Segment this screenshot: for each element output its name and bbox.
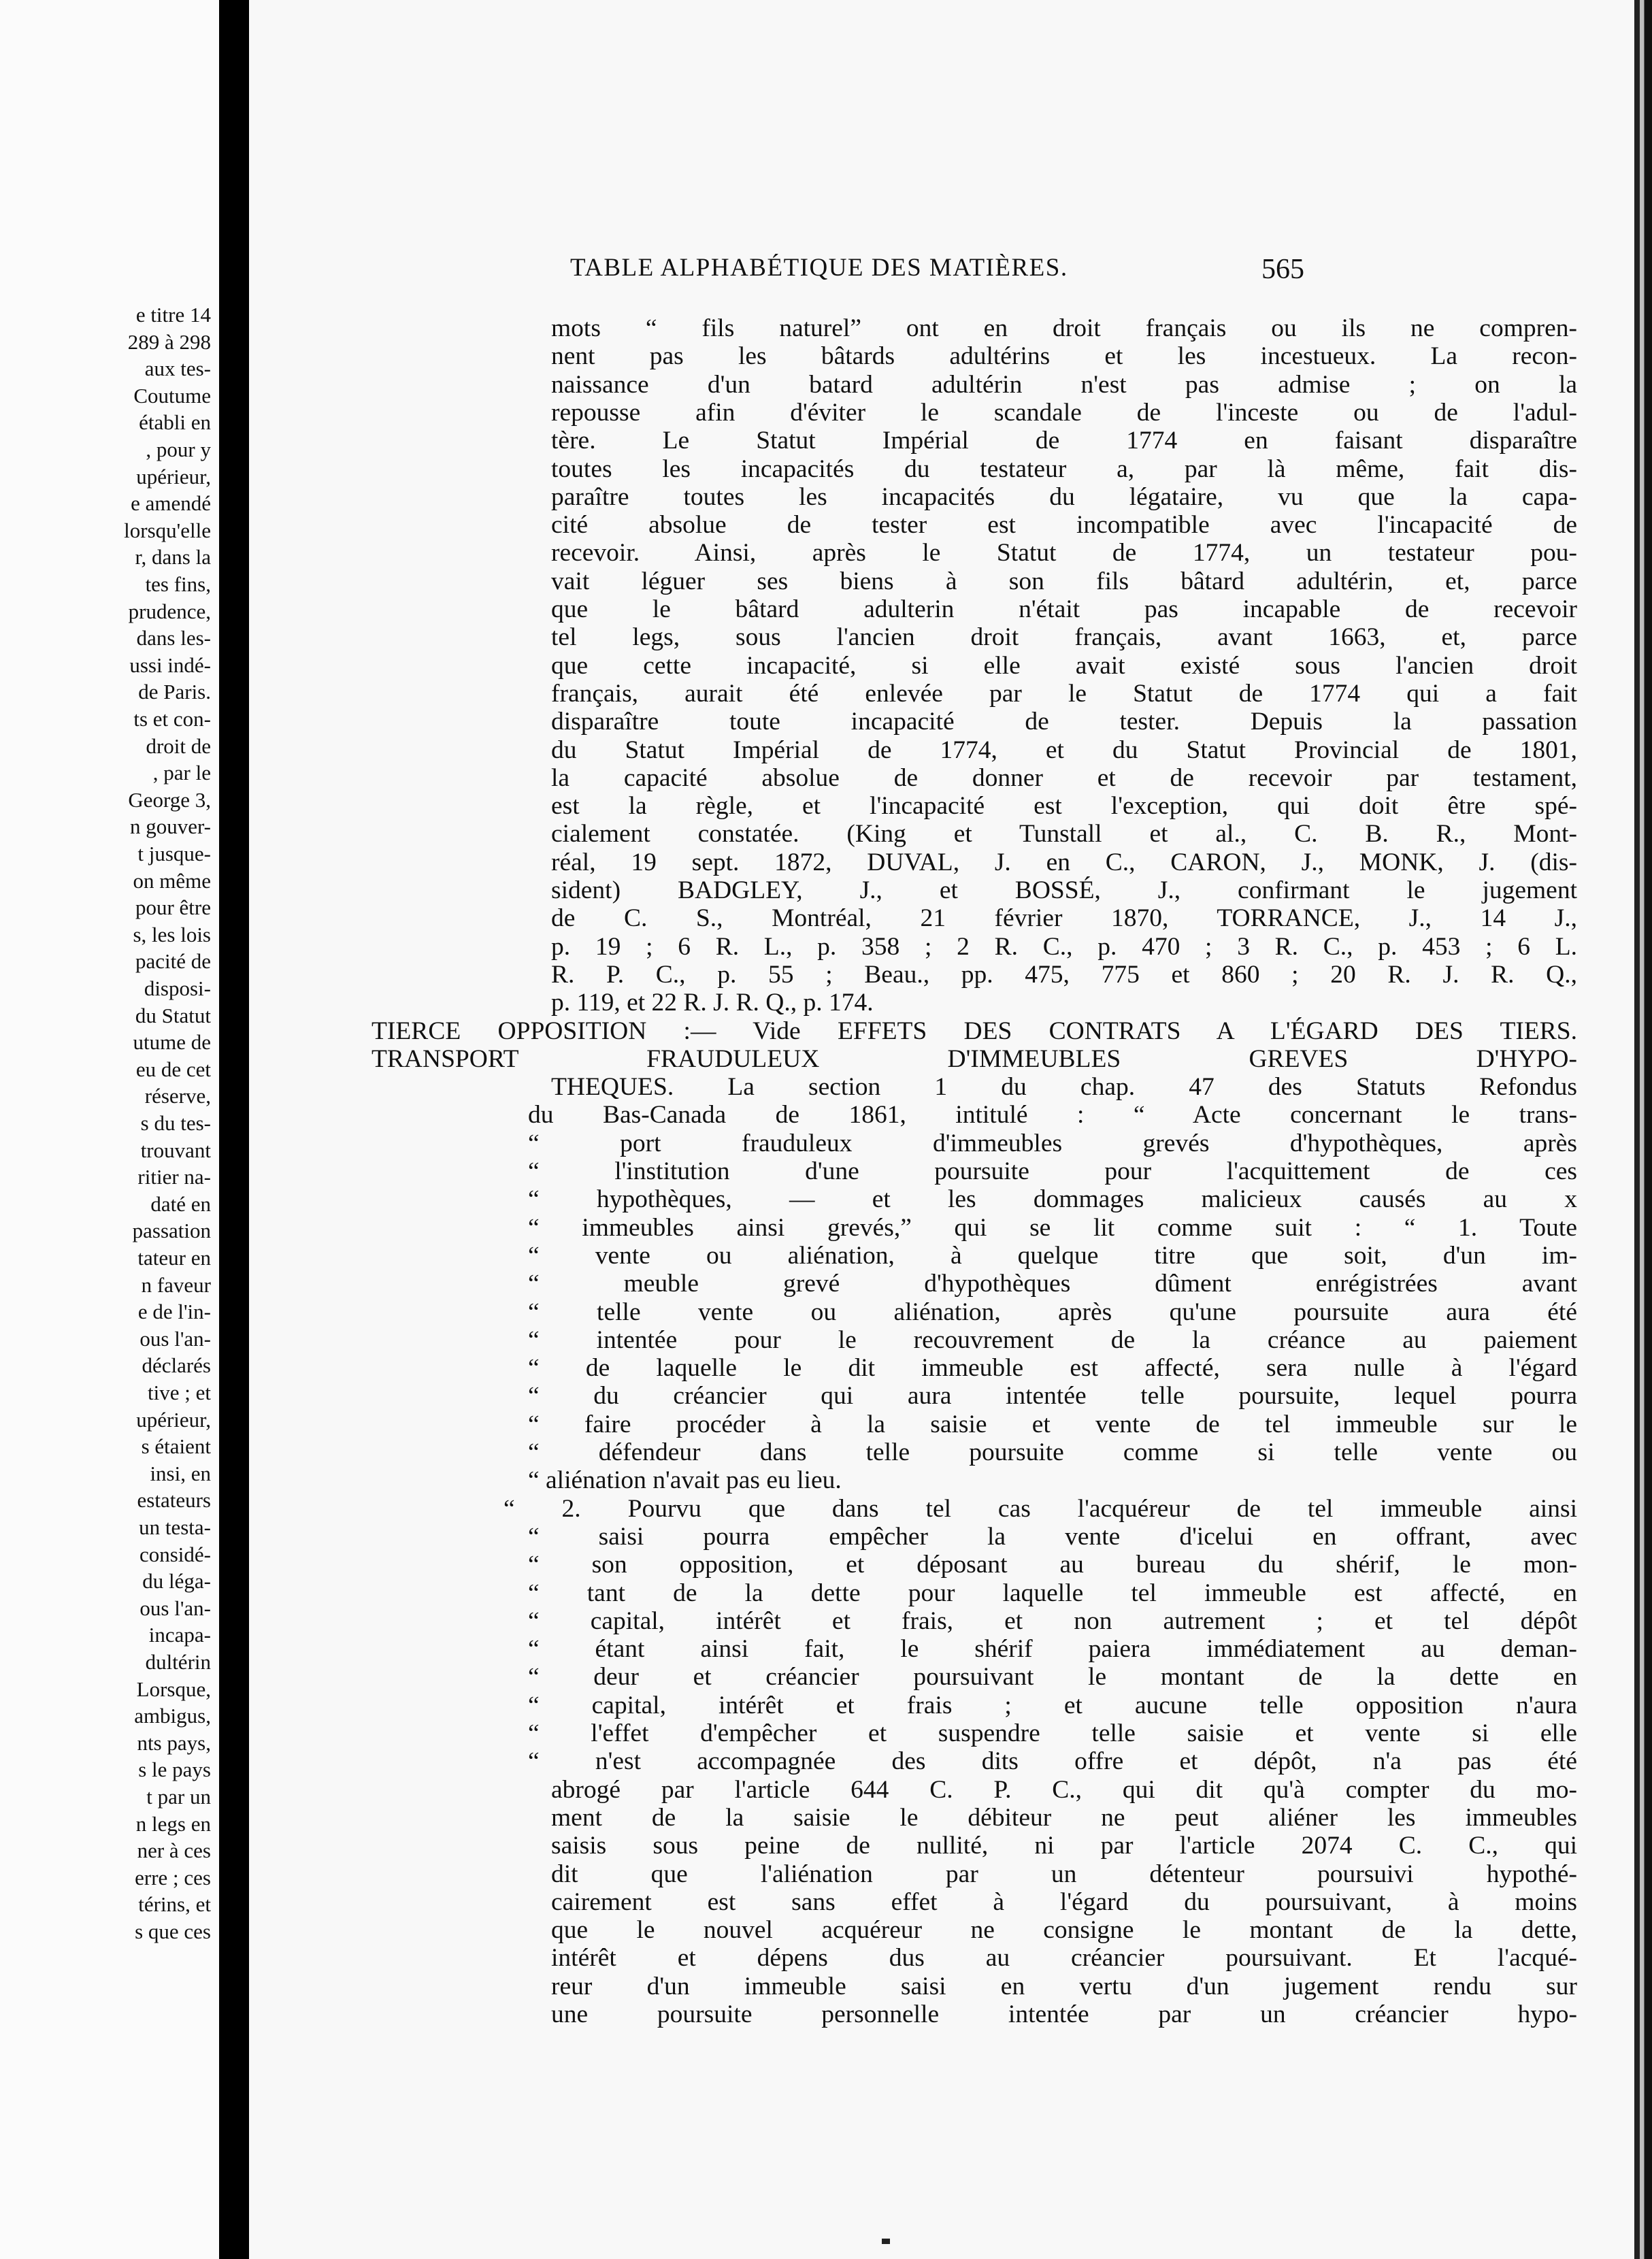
left-page-line: prudence, <box>128 599 211 623</box>
body-text-line: abrogé par l'article 644 C. P. C., qui dit qu'à compter du mo- <box>551 1775 1577 1804</box>
left-page-line: s du tes- <box>140 1111 211 1135</box>
left-page-line: ritier na- <box>137 1165 211 1189</box>
left-page-line: du léga- <box>142 1569 211 1594</box>
body-text-line: “ capital, intérêt et frais ; et aucune telle opposition n'aura <box>528 1691 1577 1719</box>
left-page-line: Lorsque, <box>136 1677 211 1701</box>
body-text-line: “ n'est accompagnée des dits offre et dépôt, n'a pas été <box>528 1747 1577 1776</box>
left-page-line: George 3, <box>128 787 211 812</box>
left-page-line: droit de <box>146 733 211 758</box>
body-text-line: est la règle, et l'incapacité est l'exception, qui doit être spé- <box>551 792 1577 821</box>
body-text-line: “ capital, intérêt et frais, et non autrement ; et tel dépôt <box>528 1606 1577 1635</box>
left-page-line: n faveur <box>141 1272 211 1297</box>
body-text-line: reur d'un immeuble saisi en vertu d'un jugement rendu sur <box>551 1972 1577 2000</box>
left-page-line: n gouver- <box>129 814 211 839</box>
body-text-line: réal, 19 sept. 1872, DUVAL, J. en C., CARON, J., MONK, J. (dis- <box>551 848 1577 876</box>
body-text-line: sident) BADGLEY, J., et BOSSÉ, J., confirmant le jugement <box>551 876 1577 904</box>
body-text-line: dit que l'aliénation par un détenteur poursuivi hypothé- <box>551 1860 1577 1888</box>
body-text-line: “ l'institution d'une poursuite pour l'acquittement de ces <box>528 1157 1577 1185</box>
body-text-line: repousse afin d'éviter le scandale de l'inceste ou de l'adul- <box>551 398 1577 427</box>
body-text-line: français, aurait été enlevée par le Statut de 1774 qui a fait <box>551 679 1577 708</box>
body-text-line: “ de laquelle le dit immeuble est affecté, sera nulle à l'égard <box>528 1354 1577 1383</box>
left-page-line: passation <box>132 1219 211 1243</box>
left-page-line: aux tes- <box>144 357 211 381</box>
left-page-line: tateur en <box>137 1246 211 1270</box>
body-text-line: p. 119, et 22 R. J. R. Q., p. 174. <box>551 989 874 1017</box>
body-text-line: toutes les incapacités du testateur a, par là même, fait dis- <box>551 455 1577 483</box>
body-text-line: “ telle vente ou aliénation, après qu'une poursuite aura été <box>528 1298 1577 1326</box>
left-page-line: dultérin <box>145 1650 211 1674</box>
left-page-line: du Statut <box>135 1003 211 1027</box>
body-text-line: nent pas les bâtards adultérins et les incestueux. La recon- <box>551 342 1577 371</box>
body-text-line: cairement est sans effet à l'égard du poursuivant, à moins <box>551 1887 1577 1916</box>
left-page-line: n legs en <box>135 1811 211 1836</box>
left-page-line: , pour y <box>146 438 211 461</box>
left-page-line: nts pays, <box>137 1730 211 1755</box>
left-page-line: s que ces <box>135 1919 211 1943</box>
left-page-line: on même <box>133 868 211 893</box>
body-text-line: “ immeubles ainsi grevés,” qui se lit comme suit : “ 1. Toute <box>528 1213 1577 1242</box>
body-text-line: du Statut Impérial de 1774, et du Statut Provincial de 1801, <box>551 736 1577 764</box>
entry-heading-line: TRANSPORT FRAUDULEUX D'IMMEUBLES GREVES D'HYPO- <box>371 1044 1577 1073</box>
left-page <box>0 0 219 2259</box>
left-page-line: lorsqu'elle <box>124 518 211 542</box>
left-page-line: ous l'an- <box>139 1326 211 1351</box>
left-page-line: réserve, <box>144 1084 211 1108</box>
left-page-line: e titre 14 <box>135 303 211 327</box>
body-text-line: “ intentée pour le recouvrement de la créance au paiement <box>528 1325 1577 1354</box>
body-text-line: du Bas-Canada de 1861, intitulé : “ Acte concernant le trans- <box>528 1101 1577 1130</box>
left-page-line: tes fins, <box>145 572 211 596</box>
left-page-line: pour être <box>135 895 211 920</box>
body-text-line: “ 2. Pourvu que dans tel cas l'acquéreur de tel immeuble ainsi <box>503 1494 1577 1523</box>
body-text-line: recevoir. Ainsi, après le Statut de 1774, un testateur pou- <box>551 539 1577 567</box>
left-page-line: upérieur, <box>136 1407 211 1432</box>
body-text-line: de C. S., Montréal, 21 février 1870, TORRANCE, J., 14 J., <box>551 904 1577 933</box>
left-page-line: ts et con- <box>133 707 211 731</box>
left-page-line: tive ; et <box>148 1381 211 1404</box>
body-text-line: “ étant ainsi fait, le shérif paiera immédiatement au deman- <box>528 1635 1577 1664</box>
body-text-line: une poursuite personnelle intentée par un créancier hypo- <box>551 2000 1577 2028</box>
body-text-line: R. P. C., p. 55 ; Beau., pp. 475, 775 et 860 ; 20 R. J. R. Q., <box>551 960 1577 989</box>
body-text-line: p. 19 ; 6 R. L., p. 358 ; 2 R. C., p. 470 ; 3 R. C., p. 453 ; 6 L. <box>551 932 1577 961</box>
left-page-line: eu de cet <box>135 1057 211 1081</box>
body-text-line: intérêt et dépens dus au créancier poursuivant. Et l'acqué- <box>551 1944 1577 1973</box>
body-text-line: disparaître toute incapacité de tester. Depuis la passation <box>551 708 1577 736</box>
body-text-line: cialement constatée. (King et Tunstall et al., C. B. R., Mont- <box>551 820 1577 848</box>
left-page-line: , par le <box>152 761 211 785</box>
left-page-line: considé- <box>139 1542 211 1566</box>
right-page <box>249 0 1634 2259</box>
left-page-line: pacité de <box>135 949 211 974</box>
page-edge <box>1634 0 1652 2259</box>
body-text-line: “ l'effet d'empêcher et suspendre telle saisie et vente si elle <box>528 1719 1577 1747</box>
body-text-line: “ défendeur dans telle poursuite comme si telle vente ou <box>528 1438 1577 1466</box>
left-page-line: estateurs <box>137 1488 211 1513</box>
left-page-line: e de l'in- <box>137 1300 211 1324</box>
left-page-line: un testa- <box>139 1515 211 1539</box>
left-page-line: s étaient <box>141 1434 211 1459</box>
body-text-line: “ faire procéder à la saisie et vente de tel immeuble sur le <box>528 1410 1577 1438</box>
body-text-line: que cette incapacité, si elle avait existé sous l'ancien droit <box>551 651 1577 680</box>
left-page-line: t par un <box>146 1785 211 1809</box>
left-page-line: incapa- <box>148 1623 211 1647</box>
left-page-line: s, les lois <box>133 922 211 946</box>
body-text-line: que le bâtard adulterin n'était pas incapable de recevoir <box>551 595 1577 623</box>
left-page-line: 289 à 298 <box>127 329 211 354</box>
left-page-line: erre ; ces <box>135 1865 211 1890</box>
left-page-line: e amendé <box>131 491 211 516</box>
body-text-line: “ saisi pourra empêcher la vente d'icelui en offrant, avec <box>528 1522 1577 1551</box>
body-text-line: tère. Le Statut Impérial de 1774 en faisant disparaître <box>551 427 1577 455</box>
body-text-line: tel legs, sous l'ancien droit français, avant 1663, et, parce <box>551 623 1577 652</box>
left-page-line: de Paris. <box>138 680 211 704</box>
left-page-line: térins, et <box>138 1892 211 1917</box>
body-text-line: “ vente ou aliénation, à quelque titre que soit, d'un im- <box>528 1241 1577 1270</box>
left-page-line: t jusque- <box>137 842 211 865</box>
body-text-line: cité absolue de tester est incompatible avec l'incapacité de <box>551 511 1577 540</box>
left-page-line: insi, en <box>150 1461 211 1485</box>
left-page-line: upérieur, <box>136 464 211 489</box>
body-text-line: paraître toutes les incapacités du légataire, vu que la capa- <box>551 482 1577 511</box>
body-text-line: “ tant de la dette pour laquelle tel immeuble est affecté, en <box>528 1579 1577 1607</box>
left-page-line: ambigus, <box>134 1704 211 1728</box>
running-title: TABLE ALPHABÉTIQUE DES MATIÈRES. <box>570 254 1068 282</box>
left-page-line: disposi- <box>144 976 211 1000</box>
page-number: 565 <box>1261 254 1304 285</box>
left-page-line: daté en <box>150 1191 211 1216</box>
left-page-line: trouvant <box>140 1138 211 1162</box>
body-text-line: naissance d'un batard adultérin n'est pas admise ; on la <box>551 370 1577 399</box>
left-page-line: ous l'an- <box>139 1596 211 1620</box>
left-page-line: s le pays <box>138 1758 211 1782</box>
left-page-line: ner à ces <box>137 1838 211 1863</box>
book-gutter <box>219 0 249 2259</box>
body-text-line: “ port frauduleux d'immeubles grevés d'hypothèques, après <box>528 1129 1577 1157</box>
entry-heading-line: TIERCE OPPOSITION :— Vide EFFETS DES CONTRATS A L'ÉGARD DES TIERS. <box>371 1017 1577 1045</box>
left-page-line: établi en <box>139 410 211 435</box>
page-header <box>249 253 1634 294</box>
body-text-line: THEQUES. La section 1 du chap. 47 des Statuts Refondus <box>551 1073 1577 1102</box>
body-text-line: “ son opposition, et déposant au bureau du shérif, le mon- <box>528 1551 1577 1579</box>
body-text-line: que le nouvel acquéreur ne consigne le montant de la dette, <box>551 1916 1577 1945</box>
body-text-line: “ deur et créancier poursuivant le montant de la dette en <box>528 1663 1577 1692</box>
body-text-line: saisis sous peine de nullité, ni par l'article 2074 C. C., qui <box>551 1832 1577 1860</box>
left-page-line: Coutume <box>133 383 211 408</box>
left-page-line: r, dans la <box>135 545 211 570</box>
body-text-line: “ du créancier qui aura intentée telle poursuite, lequel pourra <box>528 1382 1577 1411</box>
body-text-line: la capacité absolue de donner et de recevoir par testament, <box>551 763 1577 792</box>
body-text-line: mots “ fils naturel” ont en droit français ou ils ne compren- <box>551 314 1577 342</box>
body-text-line: “ aliénation n'avait pas eu lieu. <box>528 1466 842 1495</box>
body-text-line: ment de la saisie le débiteur ne peut aliéner les immeubles <box>551 1803 1577 1832</box>
scan-mark <box>882 2239 890 2244</box>
left-page-line: déclarés <box>142 1353 211 1378</box>
body-text-line: “ meuble grevé d'hypothèques dûment enrégistrées avant <box>528 1270 1577 1298</box>
body-text-line: vait léguer ses biens à son fils bâtard adultérin, et, parce <box>551 567 1577 595</box>
left-page-line: utume de <box>133 1030 211 1055</box>
left-page-line: dans les- <box>136 626 211 650</box>
body-text-line: “ hypothèques, — et les dommages malicieux causés au x <box>528 1185 1577 1214</box>
left-page-line: ussi indé- <box>129 653 211 677</box>
